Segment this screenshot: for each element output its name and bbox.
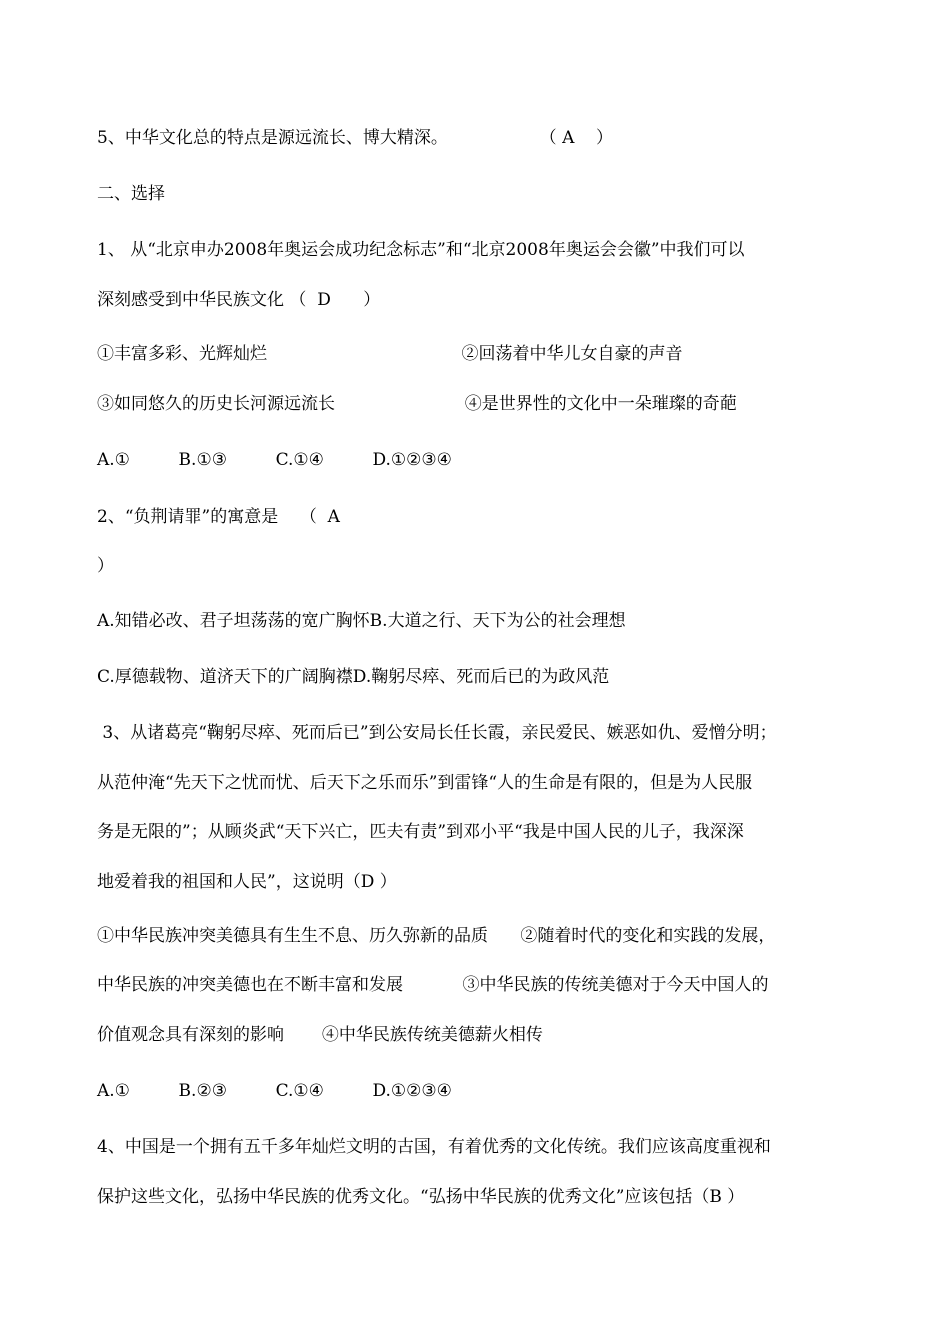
- q2-options-a-b: A.知错必改、君子坦荡荡的宽广胸怀B.大道之行、天下为公的社会理想: [97, 611, 626, 631]
- q3-options: A.① B.②③ C.①④ D.①②③④: [97, 1081, 452, 1101]
- q4-stem-line-2: 保护这些文化，弘扬中华民族的优秀文化。“弘扬中华民族的优秀文化”应该包括（B ）: [97, 1187, 745, 1207]
- q1-stem-line-1: 1、 从“北京申办2008年奥运会成功纪念标志”和“北京2008年奥运会会徽”中我们可以: [97, 240, 745, 260]
- q3-stem-line-3: 务是无限的”；从顾炎武“天下兴亡，匹夫有责”到邓小平“我是中国人民的儿子，我深深: [97, 822, 744, 842]
- q3-stem-line-1: 3、从诸葛亮“鞠躬尽瘁、死而后已”到公安局长任长霞，亲民爱民、嫉恶如仇、爱憎分明；: [97, 723, 777, 743]
- q1-items-3-4: ③如同悠久的历史长河源远流长 ④是世界性的文化中一朵璀璨的奇葩: [97, 394, 737, 414]
- q3-stem-line-2: 从范仲淹“先天下之忧而忧、后天下之乐而乐”到雷锋“人的生命是有限的，但是为人民服: [97, 773, 753, 793]
- q2-options-c-d: C.厚德载物、道济天下的广阔胸襟D.鞠躬尽瘁、死而后已的为政风范: [97, 667, 610, 687]
- section-heading-choice: 二、选择: [97, 184, 165, 204]
- q1-options: A.① B.①③ C.①④ D.①②③④: [97, 450, 452, 470]
- q4-stem-line-1: 4、中国是一个拥有五千多年灿烂文明的古国，有着优秀的文化传统。我们应该高度重视和: [97, 1137, 771, 1157]
- q3-items-line-2: 中华民族的冲突美德也在不断丰富和发展 ③中华民族的传统美德对于今天中国人的: [97, 975, 769, 995]
- q1-stem-line-2: 深刻感受到中华民族文化 （ D ）: [97, 290, 381, 310]
- q3-stem-line-4: 地爱着我的祖国和人民”，这说明（D ）: [97, 872, 397, 892]
- q3-items-line-1: ①中华民族冲突美德具有生生不息、历久弥新的品质 ②随着时代的变化和实践的发展，: [97, 926, 776, 946]
- question-5-true-false: 5、中华文化总的特点是源远流长、博大精深。 （ A ）: [97, 128, 613, 148]
- q3-items-line-3: 价值观念具有深刻的影响 ④中华民族传统美德薪火相传: [97, 1025, 543, 1045]
- q1-items-1-2: ①丰富多彩、光辉灿烂 ②回荡着中华儿女自豪的声音: [97, 344, 683, 364]
- q2-stem: 2、“负荆请罪”的寓意是 （ A: [97, 507, 340, 527]
- q2-stem-close: ）: [97, 556, 114, 576]
